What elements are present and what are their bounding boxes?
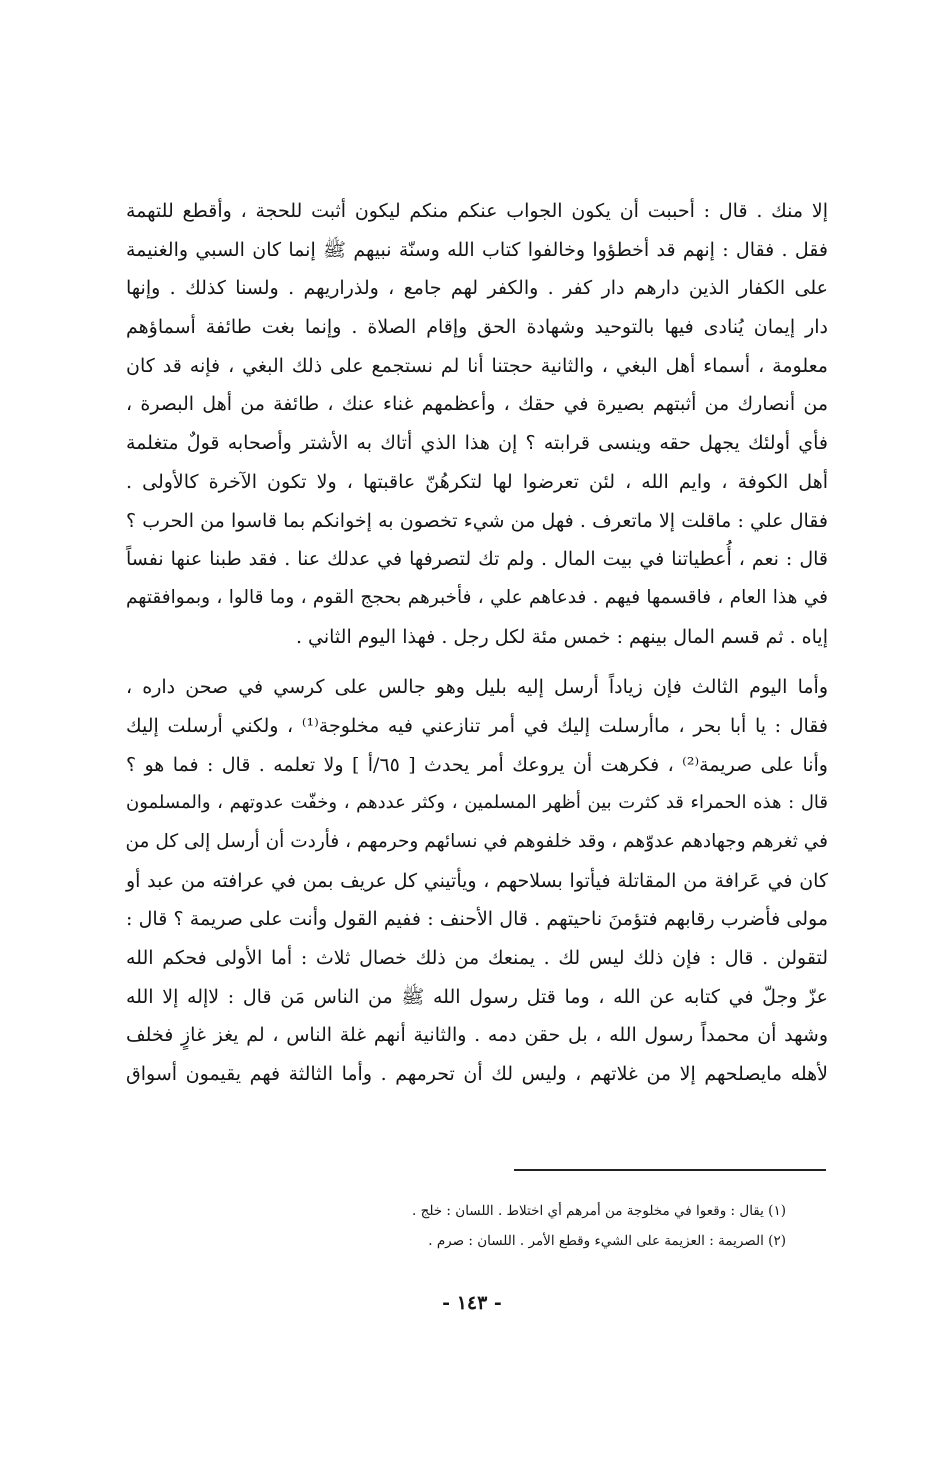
text-line: أهل الكوفة ، وايم الله ، لئن تعرضوا لها لتكرهُنّ عاقبتها ، ولا تكون الآخرة كالأولى . bbox=[126, 470, 828, 493]
text-line: إياه . ثم قسم المال بينهم : خمس مئة لكل رجل . فهذا اليوم الثاني . bbox=[295, 625, 828, 648]
footnote-2: (٢) الصريمة : العزيمة على الشيء وقطع الأمر . اللسان : صرم . bbox=[428, 1233, 786, 1249]
text-line: قال : هذه الحمراء قد كثرت بين أظهر المسلمين ، وكثر عددهم ، وخفّت عدوتهم ، والمسلمون bbox=[126, 792, 828, 814]
text-line: عزّ وجلّ في كتابه عن الله ، وما قتل رسول الله ﷺ من الناس مَن قال : لاإله إلا الله bbox=[126, 985, 828, 1008]
main-text bbox=[126, 192, 828, 1094]
text-line: فقال علي : ماقلت إلا ماتعرف . فهل من شيء تخصون به إخوانكم بما قاسوا من الحرب ؟ bbox=[126, 509, 828, 532]
text-line: دار إيمان يُنادى فيها بالتوحيد وشهادة الحق وإقام الصلاة . وإنما بغت طائفة أسماؤهم bbox=[126, 316, 828, 339]
footnote-1: (١) يقال : وقعوا في مخلوجة من أمرهم أي اختلاط . اللسان : خلج . bbox=[412, 1203, 786, 1219]
text-line: مولى فأضرب رقابهم فتؤمنَ ناحيتهم . قال الأحنف : ففيم القول وأنت على صريمة ؟ قال : bbox=[126, 908, 828, 931]
footnotes bbox=[360, 1196, 786, 1256]
text-line: على الكفار الذين دارهم دار كفر . والكفر لهم جامع ، ولذراريهم . ولسنا كذلك . وإنها bbox=[126, 277, 828, 300]
paragraph-2 bbox=[126, 668, 828, 1094]
text-line: في ثغرهم وجهادهم عدوّهم ، وقد خلفوهم في نسائهم وحرمهم ، فأردت أن أرسل إلى كل من bbox=[125, 831, 828, 852]
paragraph-1 bbox=[126, 192, 828, 656]
text-line: لأهله مايصلحهم إلا من غلاتهم ، وليس لك أن تحرمهم . وأما الثالثة فهم يقيمون أسواق bbox=[126, 1063, 828, 1086]
text-line: قال : نعم ، أُعطياتنا في بيت المال . ولم تك لتصرفها في عدلك عنا . فقد طبنا عنها نفساً bbox=[126, 548, 828, 571]
footnote-divider bbox=[514, 1169, 826, 1171]
text-line: من أنصارك من أثبتهم بصيرة في حقك ، وأعظمهم غناء عنك ، طائفة من أهل البصرة ، bbox=[126, 393, 828, 416]
text-line: معلومة ، أسماء أهل البغي ، والثانية حجتنا أنا لم نستجمع على ذلك البغي ، فإنه قد كان bbox=[126, 354, 828, 377]
text-line: فقل . فقال : إنهم قد أخطؤوا وخالفوا كتاب الله وسنّة نبيهم ﷺ إنما كان السبي والغنيمة bbox=[126, 238, 828, 261]
text-line: وشهد أن محمداً رسول الله ، بل حقن دمه . والثانية أنهم غلة الناس ، لم يغز غازٍ فخلف bbox=[126, 1024, 828, 1047]
text-line: وأنا على صريمة⁽²⁾ ، فكرهت أن يروعك أمر يحدث [ ٦٥/أ ] ولا تعلمه . قال : فما هو ؟ bbox=[126, 753, 828, 776]
text-line: فأي أولئك يجهل حقه وينسى قرابته ؟ إن هذا الذي أتاك به الأشتر وأصحابه قولٌ متغلمة bbox=[126, 432, 828, 455]
text-line: لتقولن . قال : فإن ذلك ليس لك . يمنعك من ذلك خصال ثلاث : أما الأولى فحكم الله bbox=[126, 947, 828, 970]
text-line: فقال : يا أبا بحر ، ماأرسلت إليك في أمر تنازعني فيه مخلوجة⁽¹⁾ ، ولكني أرسلت إليك bbox=[126, 714, 829, 737]
text-line: وأما اليوم الثالث فإن زياداً أرسل إليه بليل وهو جالس على كرسي في صحن داره ، bbox=[126, 676, 828, 699]
text-line: كان في عَرافة من المقاتلة فيأتوا بسلاحهم ، ويأتيني كل عريف بمن في عرافته من عبد أو bbox=[126, 869, 828, 892]
paragraph-gap bbox=[126, 656, 828, 668]
text-line: إلا منك . قال : أحببت أن يكون الجواب عنكم منكم ليكون أثبت للحجة ، وأقطع للتهمة bbox=[126, 200, 828, 222]
page-number: - ١٤٣ - bbox=[442, 1292, 502, 1314]
text-line: في هذا العام ، فاقسمها فيهم . فدعاهم علي ، فأخبرهم بحجج القوم ، وما قالوا ، وبموافقتهم bbox=[126, 586, 828, 608]
